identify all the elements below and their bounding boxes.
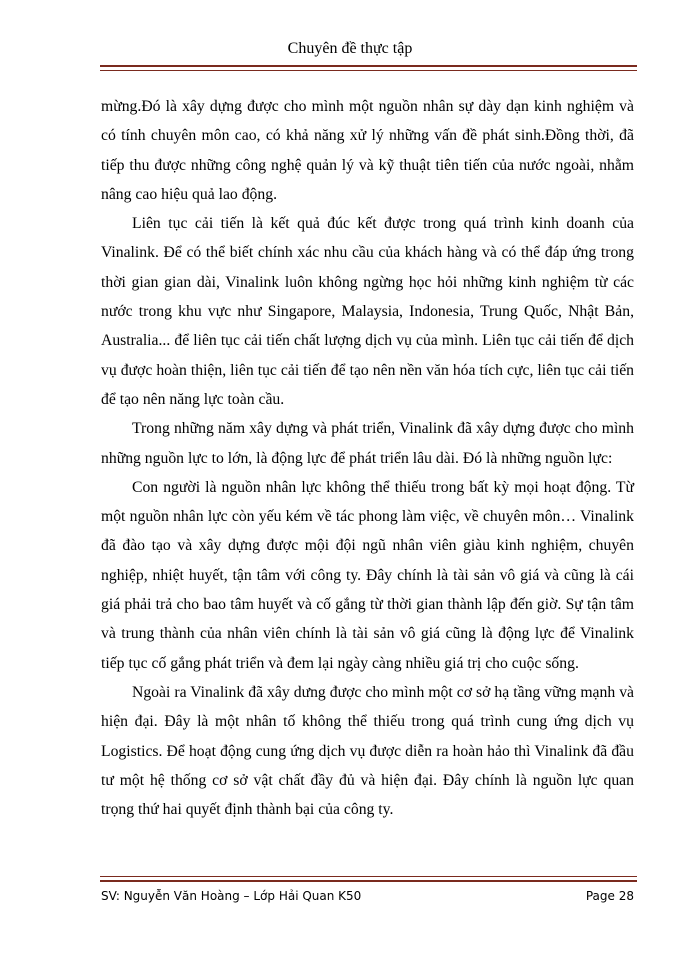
paragraph: Trong những năm xây dựng và phát triển, Vinalink đã xây dựng được cho mình những nguồn lực to lớn, là động lực để phát triển lâu dài. Đó là những nguồn lực: xyxy=(101,420,634,467)
footer-rule-thin xyxy=(100,876,637,877)
header-rule-thin xyxy=(100,70,637,71)
body-text xyxy=(101,92,634,824)
page-header-title: Chuyên đề thực tập xyxy=(287,40,413,57)
page-number: Page 28 xyxy=(585,889,634,903)
paragraph: mừng.Đó là xây dựng được cho mình một nguồn nhân sự dày dạn kinh nghiệm và có tính chuyên môn cao, có khả năng xử lý những vấn đề phát sinh.Đồng thời, đã tiếp thu được những công nghệ quản lý và kỹ thuật tiên tiến của nước ngoài, nhằm nâng cao hiệu quả lao động. xyxy=(101,98,634,203)
footer-author: SV: Nguyễn Văn Hoàng – Lớp Hải Quan K50 xyxy=(101,889,362,903)
header-rule xyxy=(100,65,637,67)
footer-rule xyxy=(100,880,637,882)
paragraph: Liên tục cải tiến là kết quả đúc kết được trong quá trình kinh doanh của Vinalink. Để có thể biết chính xác nhu cầu của khách hàng và có thể đáp ứng trong thời gian gian dài, Vinalink luôn không ngừng học hỏi những kinh nghiệm từ các nước trong khu vực như Singapore, Malaysia, Indonesia, Trung Quốc, Nhật Bản, Australia... để liên tục cải tiến chất lượng dịch vụ của mình. Liên tục cải tiến để dịch vụ được hoàn thiện, liên tục cải tiến để tạo nên nền văn hóa tích cực, liên tục cải tiến để tạo nên năng lực toàn cầu. xyxy=(101,215,634,408)
paragraph: Ngoài ra Vinalink đã xây dưng được cho mình một cơ sở hạ tầng vững mạnh và hiện đại. Đây là một nhân tố không thể thiếu trong quá trình cung ứng dịch vụ Logistics. Để hoạt động cung ứng dịch vụ được diễn ra hoàn hảo thì Vinalink đã đầu tư một hệ thống cơ sở vật chất đầy đủ và hiện đại. Đây chính là nguồn lực quan trọng thứ hai quyết định thành bại của công ty. xyxy=(101,683,634,819)
paragraph: Con người là nguồn nhân lực không thể thiếu trong bất kỳ mọi hoạt động. Từ một nguồn nhân lực còn yếu kém về tác phong làm việc, về chuyên môn… Vinalink đã đào tạo và xây dựng được mội đội ngũ nhân viên giàu kinh nghiệm, chuyên nghiệp, nhiệt huyết, tận tâm với công ty. Đây chính là tài sản vô giá và cũng là cái giá phải trả cho bao tâm huyết và cố gắng từ thời gian thành lập đến giờ. Sự tận tâm và trung thành của nhân viên chính là tài sản vô giá cũng là động lực để Vinalink tiếp tục cố gắng phát triển và đem lại ngày càng nhiều giá trị cho cuộc sống. xyxy=(101,478,634,672)
